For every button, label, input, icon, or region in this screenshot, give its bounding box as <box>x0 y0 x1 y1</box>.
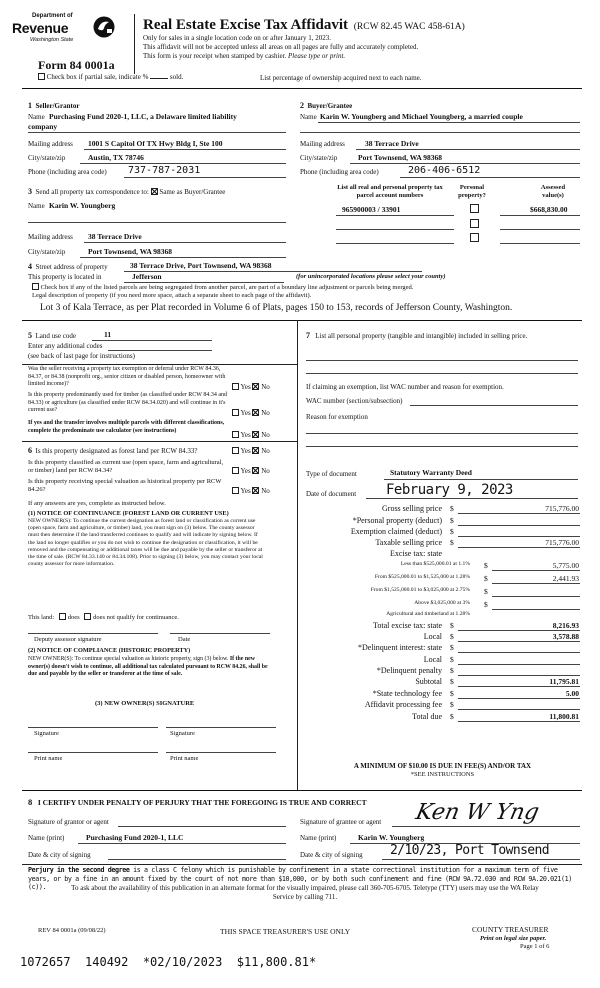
forest-yes-checkbox[interactable] <box>232 447 239 454</box>
current-use-no-checkbox[interactable] <box>252 467 259 474</box>
historic-yes-checkbox[interactable] <box>232 487 239 494</box>
continuance-row: This land: does does not qualify for continuance. <box>28 614 179 621</box>
tax-value-local[interactable]: 3,578.88 <box>552 632 579 641</box>
tax-label-tier3: From $1,525,000.01 to $3,025,000 at 2.75% <box>370 587 470 593</box>
seller-name[interactable]: Purchasing Fund 2020-1, LLC, a Delaware limited liability <box>49 112 237 121</box>
tax-field-line <box>458 641 580 642</box>
forest-no-checkbox[interactable] <box>252 447 259 454</box>
revision: REV 84 0001a (09/08/22) <box>38 927 106 934</box>
document-date[interactable]: February 9, 2023 <box>386 482 513 498</box>
correspondence-mailing[interactable]: 38 Terrace Drive <box>88 232 142 241</box>
tax-value-total-due[interactable]: 11,800.81 <box>549 712 579 721</box>
dollar-sign: $ <box>450 712 454 721</box>
tax-value-subtotal[interactable]: 11,795.81 <box>549 677 579 686</box>
header-note-2: This affidavit will not be accepted unless all areas on all pages are fully and accurately completed. <box>143 43 419 51</box>
continuance-heading: (1) NOTICE OF CONTINUANCE (FOREST LAND OR CURRENT USE) <box>28 510 229 517</box>
tax-label-excise: Excise tax: state <box>390 549 442 558</box>
seller-mailing[interactable]: 1001 S Capitol Of TX Hwy Bldg I, Ste 100 <box>88 139 223 148</box>
continuance-body: NEW OWNER(S): To continue the current designation as forest land or classification as current use (open space, farm and agriculture, or timber) land, you must sign on (3) below. The county assessor must then determine if the land transferred continues to qualify and will indicate by signing below. If the land no longer qualifies or you do not wish to continue the designation or classification, it will be removed and the compensating or additional taxes will be due and payable by the seller or transferor at the time of sale. (RCW 84.33.140 or 84.34.108). Prior to signing (3) below, you may contact your local county assessor for more information. <box>28 518 263 568</box>
tax-value-taxable[interactable]: 715,776.00 <box>545 538 579 547</box>
tax-field-line <box>458 709 580 710</box>
tax-label-delinq-int-state: *Delinquent interest: state <box>358 643 442 652</box>
cashier-stamp: 1072657 140492 *02/10/2023 $11,800.81* <box>20 955 317 969</box>
tax-label-local: Local <box>423 632 442 641</box>
unincorporated-note: (for unincorporated locations please select your county) <box>296 273 446 280</box>
tax-field-line <box>458 698 580 699</box>
alternate-format-note: To ask about the availability of this publication in an alternate format for the visually impaired, please call 360-705-6705. Teletype (TTY) users may use the WA Relay Service by calling 711. <box>71 884 539 902</box>
affidavit-page: Department of Revenue Washington State Form 84 0001a Real Estate Excise Tax Affidavit (RCW 82.45 WAC 458-61A) Only for sales in a single location code on or after January 1, 2023. This affidavit will not be accepted unless all areas on all pages are fully and accurately completed. This form is your receipt when stamped by cashier. Please type or print. Check box if partial sale, indicate % sold. List percentage of ownership acquired next to each name. 1 Seller/Grantor Name Purchasing Fund 2020-1, LLC, a Delaware limited liability company Mailing address 1001 S Capitol Of TX Hwy Bldg I, Ste 100 City/state/zip Austin, TX 78746 Phone (including area code) 737-787-2031 2 Buyer/Grantee Name Karin W. Youngberg and Michael Youngberg, a married couple Mailing address 38 Terrace Drive City/state/zip Port Townsend, WA 98368 Phone (including area code) 206-406-6512 3 Send all property tax correspondence to: Same as Buyer/Grantee Name Karin W. Youngberg Mailing address 38 Terrace Drive City/state/zip Port Townsend, WA 98368 List all real and personal property tax parcel account numbers Personal property? Assessed value(s) 965900003 / 33901 $668,830.00 4 Street address of property 38 Terrace Drive, Port Townsend, WA 98368 This property is located in Jefferson (for unincorporated locations please select your county) Check box if any of the listed parcels are being segregated from another parcel, are part of a boundary line adjustment or parcels being merged. Legal description of property (if you need more space, attach a separate sheet to each page of the affidavit). Lot 3 of Kala Terrace, as per Plat recorded in Volume 6 of Plats, pages 150 to 153, records of Jefferson County, Washington. 5 Land use code 11 Enter any additional codes (see back of last page for instructions) Was the seller receiving a property tax exemption or deferral under RCW 84.36, 84.37, or 84.38 (nonprofit org., senior citizen or disabled person, homeowner with limited income)? Yes No Is this property predominantly used for timber (as classified under RCW 84.34 and 84.33) or agriculture (as classified under RCW 84.34.020) and will continue in it's current use? Yes No If yes and the transfer involves multiple parcels with different classifications, complete the predominate use calculator (see instructions) Yes No 6 Is this property designated as forest land per RCW 84.33? Yes No Is this property classified as current use (open space, farm and agricultural, or timber) land per RCW 84.34? Yes No Is this property receiving special valuation as historical property per RCW 84.26? Yes No If any answers are yes, complete as instructed below. (1) NOTICE OF CONTINUANCE (FOREST LAND OR CURRENT USE) NEW OWNER(S): To continue the current designation as forest land or classification as current use (open space, farm and agriculture, or timber) land, you must sign on (3) below. The county assessor must then determine if the land transferred continues to qualify and will indicate by signing below. If the land no longer qualifies or you do not wish to continue the designation or classification, it will be removed and the compensating or additional taxes will be due and payable by the seller or transferor at the time of sale. (RCW 84.33.140 or 84.34.108). Prior to signing (3) below, you may contact your local county assessor for more information. This land: does does not qualify for continuance. Deputy assessor signature Date (2) NOTICE OF COMPLIANCE (HISTORIC PROPERTY) NEW OWNER(S): To continue special valuation as historic property, sign (3) below. If the new owner(s) doesn't wish to continue, all additional tax calculated pursuant to RCW 84.26, shall be due and payable by the seller or transferor at the time of sale. (3) NEW OWNER(S) SIGNATURE Signature Signature Print name Print name 7 List all personal property (tangible and intangible) included in selling price. If claiming an exemption, list WAC number and reason for exemption. WAC number (section/subsection) Reason for exemption Type of document Statutory Warranty Deed Date of document February 9, 2023 Gross selling price $ 715,776.00 *Personal property (deduct) $ Exemption claimed (deduct) $ Taxable selling price $ 715,776.00 Excise tax: state Less than $525,000.01 at 1.1% $ 5,775.00 From $525,000.01 to $1,525,000 at 1.28% $ 2,441.93 From $1,525,000.01 to $3,025,000 at 2.75% $ Above $3,025,000 at 3% $ Agricultural and timberland at 1.28% Total excise tax: state $ 8,216.93 Local $ 3,578.88 *Delinquent interest: state $ Local $ *Delinquent penalty $ Subtotal $ 11,795.81 *State technology fee $ 5.00 Affidavit processing fee $ Total due $ 11,800.81 A MINIMUM OF $10.00 IS DUE IN FEE(S) AND/OR TAX *SEE INSTRUCTIONS 8 I CERTIFY UNDER PENALTY OF PERJURY THAT THE FOREGOING IS TRUE AND CORRECT Signature of grantor or agent Signature of grantee or agent Ken W Yng Name (print) Purchasing Fund 2020-1, LLC Name (print) Karin W. Youngberg Date & city of signing Date & city of signing 2/10/23, Port Townsend Perjury in the second degree is a class C felony which is punishable by confinement in a state correctional institution for a maximum term of five years, or by a fine in an amount fixed by the court of not more than $10,000, or by both such confinement and fine (RCW 9A.72.030 and RCW 9A.20.021(1)(c)). To ask about the availability of this publication in an alternate format for the visually impaired, please call 360-705-6705. Teletype (TTY) users may use the WA Relay Service by calling 711. REV 84 0001a (09/08/22) THIS SPACE TREASURER'S USE ONLY COUNTY TREASURER Print on legal size paper. Page 1 of 6 1072657 140492 *02/10/2023 $11,800.81* <box>0 0 600 988</box>
historic-no-checkbox[interactable] <box>252 487 259 494</box>
personal-property-checkbox-3[interactable] <box>470 233 479 242</box>
tax-field-line <box>458 513 580 514</box>
tax-value-tier2[interactable]: 2,441.93 <box>552 574 579 583</box>
dollar-sign: $ <box>450 700 454 709</box>
perjury-notice: Perjury in the second degree is a class C felony which is punishable by confinement in a state correctional institution for a maximum term of five years, or by a fine in an amount fixed by the court of not more than $10,000, or by both such confinement and fine (RCW 9A.72.030 and RCW 9A.20.021(1)(c)). <box>28 866 572 892</box>
historic-yes-no: Yes No <box>232 487 270 495</box>
tax-field-line <box>458 536 580 537</box>
tax-label-affidavit-fee: Affidavit processing fee <box>364 700 442 709</box>
dollar-sign: $ <box>484 561 488 570</box>
header-note-3: This form is your receipt when stamped by cashier. Please type or print. <box>143 52 346 60</box>
dollar-sign: $ <box>450 689 454 698</box>
exemption-no-checkbox[interactable] <box>252 383 259 390</box>
form-number: Form 84 0001a <box>38 58 115 72</box>
tax-field-line <box>492 570 580 571</box>
seller-name-line2[interactable]: company <box>28 122 58 131</box>
parcel-number-1[interactable]: 965900003 / 33901 <box>342 205 401 214</box>
ownership-note: List percentage of ownership acquired next to each name. <box>260 74 422 82</box>
does-not-checkbox[interactable] <box>84 613 91 620</box>
dollar-sign: $ <box>484 600 488 609</box>
dollar-sign: $ <box>484 587 488 596</box>
tax-label-taxable: Taxable selling price <box>375 538 442 547</box>
property-street[interactable]: 38 Terrace Drive, Port Townsend, WA 98368 <box>130 261 272 270</box>
land-use-code[interactable]: 11 <box>104 330 112 339</box>
tax-field-line <box>458 652 580 653</box>
dollar-sign: $ <box>450 504 454 513</box>
tax-value-gross[interactable]: 715,776.00 <box>545 504 579 513</box>
tax-value-total-state[interactable]: 8,216.93 <box>552 621 579 630</box>
form-title-ref: (RCW 82.45 WAC 458-61A) <box>353 22 465 32</box>
dollar-sign: $ <box>450 666 454 675</box>
tax-label-tier1: Less than $525,000.01 at 1.1% <box>400 561 470 567</box>
wa-seal-icon <box>92 15 116 41</box>
correspondence-row: 3 Send all property tax correspondence to: Same as Buyer/Grantee <box>28 187 226 196</box>
timber-no-checkbox[interactable] <box>252 409 259 416</box>
tax-field-line <box>458 721 580 722</box>
exemption-question: Was the seller receiving a property tax exemption or deferral under RCW 84.36, 84.37, or 84.38 (nonprofit org., senior citizen or disabled person, homeowner with limited income)? <box>28 366 226 388</box>
tax-field-line <box>458 525 580 526</box>
tax-field-line <box>458 630 580 631</box>
dollar-sign: $ <box>450 621 454 630</box>
form-title: Real Estate Excise Tax Affidavit <box>143 17 348 33</box>
tax-label-gross: Gross selling price <box>382 504 442 513</box>
multiple-parcels-yes-no: Yes No <box>232 431 270 439</box>
dollar-sign: $ <box>450 538 454 547</box>
seller-heading: 1 Seller/Grantor <box>28 101 80 110</box>
tax-field-line <box>458 664 580 665</box>
form-title-row <box>143 16 465 34</box>
tax-label-subtotal: Subtotal <box>415 677 442 686</box>
tax-field-line <box>492 596 580 597</box>
tax-label-tech-fee: *State technology fee <box>372 689 442 698</box>
tax-field-line <box>492 609 580 610</box>
buyer-heading: 2 Buyer/Grantee <box>300 101 353 110</box>
correspondence-name[interactable]: Karin W. Youngberg <box>49 201 116 210</box>
seller-city[interactable]: Austin, TX 78746 <box>88 153 144 162</box>
current-use-yes-checkbox[interactable] <box>232 467 239 474</box>
tax-label-total-due: Total due <box>412 712 442 721</box>
buyer-phone[interactable]: 206-406-6512 <box>408 165 481 176</box>
partial-sale-row: Check box if partial sale, indicate % sold. <box>38 73 183 81</box>
multiple-no-checkbox[interactable] <box>252 431 259 438</box>
exemption-yes-checkbox[interactable] <box>232 383 239 390</box>
tax-label-tier5: Agricultural and timberland at 1.28% <box>386 611 470 617</box>
grantor-print-name[interactable]: Purchasing Fund 2020-1, LLC <box>86 833 184 842</box>
does-checkbox[interactable] <box>59 613 66 620</box>
county-treasurer: COUNTY TREASURER <box>472 925 549 934</box>
assessed-value-1[interactable]: $668,830.00 <box>530 205 568 214</box>
tax-field-line <box>458 547 580 548</box>
exemption-yes-no: Yes No <box>232 383 270 391</box>
personal-property-checkbox-2[interactable] <box>470 219 479 228</box>
header-note-1: Only for sales in a single location code on or after January 1, 2023. <box>143 34 331 42</box>
tax-label-tier4: Above $3,025,000 at 3% <box>414 600 470 606</box>
multiple-parcels-question: If yes and the transfer involves multiple parcels with different classifications, complete the predominate use calculator (see instructions) <box>28 420 225 434</box>
tax-label-personal: *Personal property (deduct) <box>352 516 442 525</box>
timber-yes-checkbox[interactable] <box>232 409 239 416</box>
treasurer-use: THIS SPACE TREASURER'S USE ONLY <box>220 927 351 936</box>
dollar-sign: $ <box>450 527 454 536</box>
legal-description[interactable]: Lot 3 of Kala Terrace, as per Plat recorded in Volume 6 of Plats, pages 150 to 153, records of Jefferson County, Washington. <box>40 303 513 313</box>
tax-label-delinq-pen: *Delinquent penalty <box>376 666 442 675</box>
segregation-checkbox[interactable] <box>32 283 39 290</box>
dollar-sign: $ <box>450 677 454 686</box>
dollar-sign: $ <box>450 643 454 652</box>
tax-label-exemption: Exemption claimed (deduct) <box>350 527 442 536</box>
buyer-mailing[interactable]: 38 Terrace Drive <box>365 139 419 148</box>
timber-yes-no: Yes No <box>232 409 270 417</box>
minimum-due-note: A MINIMUM OF $10.00 IS DUE IN FEE(S) AND/OR TAX <box>353 762 532 770</box>
grantee-date-city[interactable]: 2/10/23, Port Townsend <box>390 843 549 858</box>
certify-heading: 8 I CERTIFY UNDER PENALTY OF PERJURY THAT THE FOREGOING IS TRUE AND CORRECT <box>28 797 367 807</box>
personal-property-checkbox-1[interactable] <box>470 204 479 213</box>
dollar-sign: $ <box>450 655 454 664</box>
same-as-buyer-checkbox[interactable] <box>151 188 158 195</box>
grantee-print-name[interactable]: Karin W. Youngberg <box>358 833 425 842</box>
tax-field-line <box>458 686 580 687</box>
dollar-sign: $ <box>450 516 454 525</box>
dollar-sign: $ <box>484 574 488 583</box>
segregation-row: Check box if any of the listed parcels are being segregated from another parcel, are part of a boundary line adjustment or parcels being merged. <box>32 283 413 292</box>
buyer-city[interactable]: Port Townsend, WA 98368 <box>358 153 443 162</box>
tax-field-line <box>492 583 580 584</box>
tax-value-tech-fee[interactable]: 5.00 <box>565 689 579 698</box>
parcel-col-header: List all real and personal property tax parcel account numbers <box>337 184 443 199</box>
current-use-yes-no: Yes No <box>232 467 270 475</box>
assessed-col-header: Assessed value(s) <box>540 184 566 199</box>
personal-col-header: Personal property? <box>458 184 486 199</box>
property-county[interactable]: Jefferson <box>132 272 162 281</box>
dor-logo: Department of Revenue Washington State <box>10 13 120 53</box>
timber-question: Is this property predominantly used for timber (as classified under RCW 84.34 and 84.33) or agriculture (as classified under RCW 84.34.020) and will continue in it's current use? <box>28 392 228 414</box>
forest-yes-no: Yes No <box>232 447 270 455</box>
buyer-name[interactable]: Karin W. Youngberg and Michael Youngberg, a married couple <box>320 112 523 121</box>
tax-label-local2: Local <box>423 655 442 664</box>
seller-phone[interactable]: 737-787-2031 <box>128 165 201 176</box>
tax-value-tier1[interactable]: 5,775.00 <box>552 561 579 570</box>
historic-heading: (2) NOTICE OF COMPLIANCE (HISTORIC PROPERTY) <box>28 647 191 654</box>
correspondence-city[interactable]: Port Townsend, WA 98368 <box>88 247 173 256</box>
tax-label-total-state: Total excise tax: state <box>373 621 442 630</box>
grantee-signature[interactable]: Ken W Yng <box>413 800 542 825</box>
tax-field-line <box>458 675 580 676</box>
multiple-yes-checkbox[interactable] <box>232 431 239 438</box>
partial-sale-checkbox[interactable] <box>38 73 45 80</box>
dollar-sign: $ <box>450 632 454 641</box>
owner-signature-heading: (3) NEW OWNER(S) SIGNATURE <box>95 700 195 707</box>
document-type[interactable]: Statutory Warranty Deed <box>390 468 472 477</box>
tax-label-tier2: From $525,000.01 to $1,525,000 at 1.28% <box>374 574 470 580</box>
